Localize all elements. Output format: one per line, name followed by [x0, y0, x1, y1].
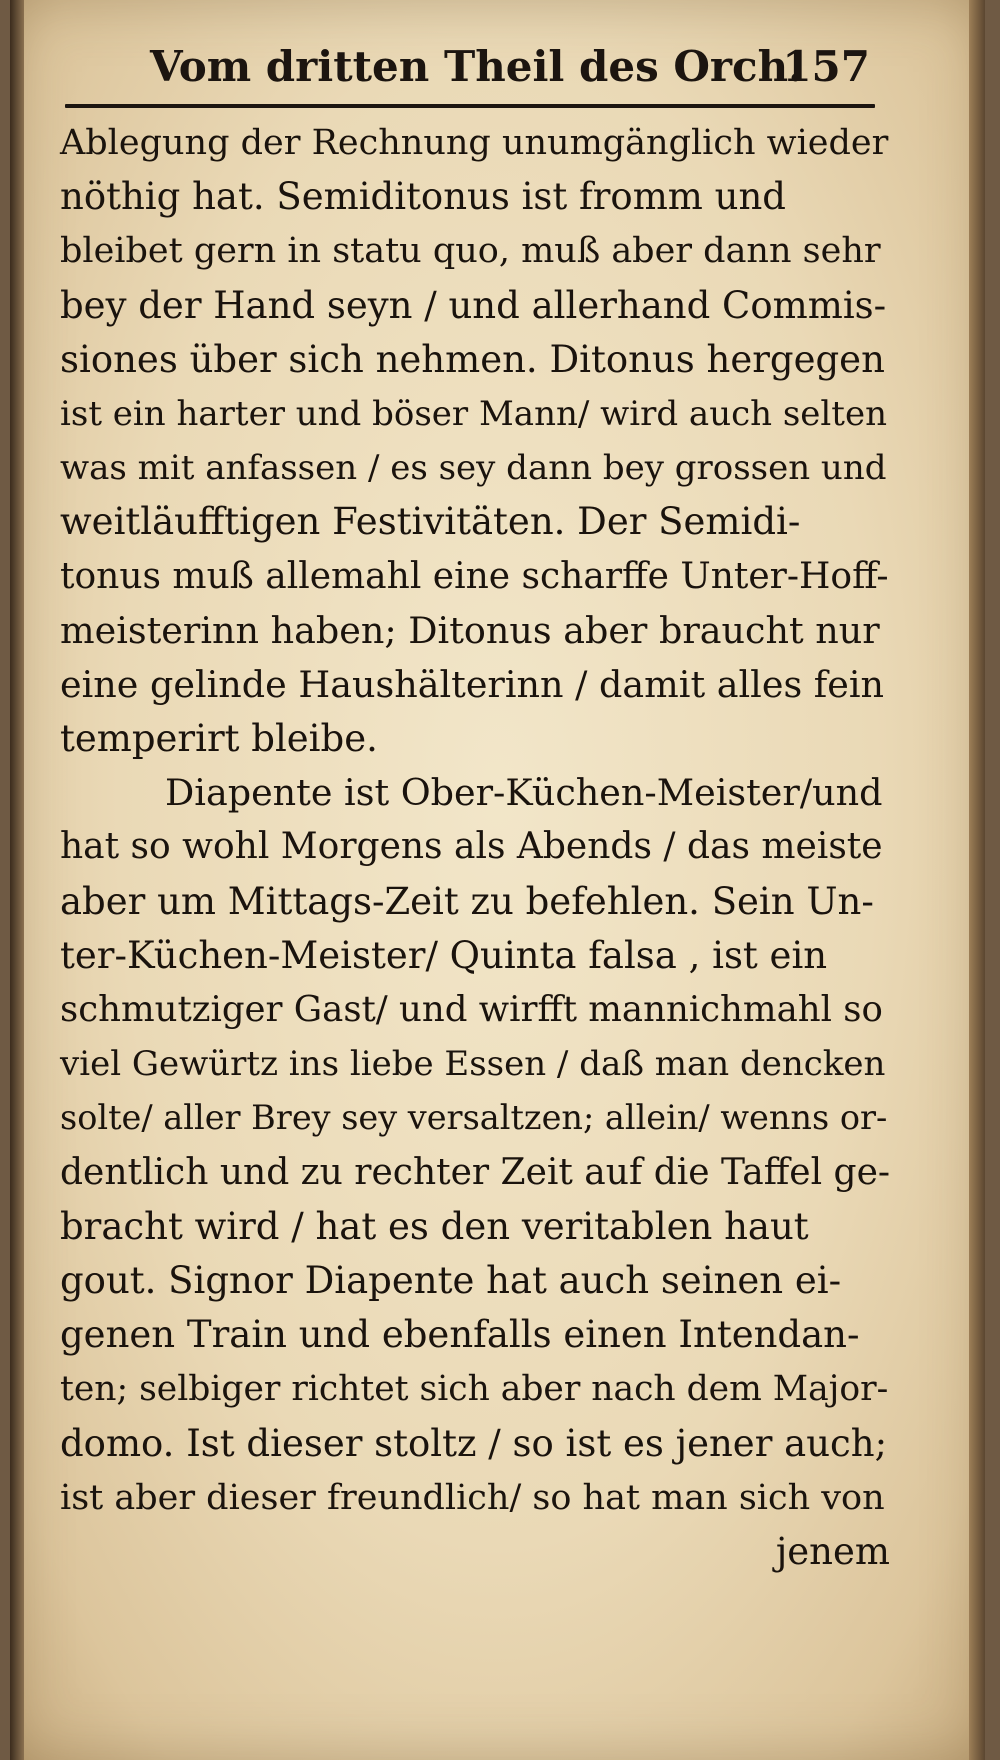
text-line: siones über sich nehmen. Ditonus hergegen — [60, 337, 885, 381]
text-line: dentlich und zu rechter Zeit auf die Taffel ge- — [60, 1151, 891, 1193]
catchword: jenem — [775, 1529, 890, 1573]
text-line: viel Gewürtz ins liebe Essen / daß man dencken — [60, 1044, 886, 1085]
text-line: nöthig hat. Semiditonus ist fromm und — [60, 175, 786, 219]
text-line: eine gelinde Haushälterinn / damit alles fein — [60, 662, 885, 706]
page-gutter-edge — [10, 0, 24, 1760]
text-line: gout. Signor Diapente hat auch seinen ei- — [60, 1258, 842, 1302]
text-line: domo. Ist dieser stoltz / so ist es jener auch; — [60, 1421, 888, 1465]
text-line: hat so wohl Morgens als Abends / das meiste — [60, 826, 883, 868]
body-text — [60, 116, 890, 1579]
text-line: Ablegung der Rechnung unumgänglich wieder — [60, 123, 889, 163]
text-line: ist ein harter und böser Mann/ wird auch selten — [60, 393, 887, 434]
page-fore-edge — [969, 0, 985, 1760]
paragraph-start-line: Diapente ist Ober-Küchen-Meister/und — [165, 771, 883, 815]
text-line: bleibet gern in statu quo, muß aber dann sehr — [60, 231, 881, 272]
text-line: bey der Hand seyn / und allerhand Commis- — [60, 283, 887, 327]
text-line: temperirt bleibe. — [60, 717, 378, 761]
text-line: meisterinn haben; Ditonus aber braucht nur — [60, 608, 880, 652]
text-line: schmutziger Gast/ und wirfft mannichmahl so — [60, 989, 883, 1030]
text-line: ter-Küchen-Meister/ Quinta falsa , ist ein — [60, 933, 828, 977]
text-line: tonus muß allemahl eine scharffe Unter-Hoff- — [60, 555, 889, 597]
header-rule — [65, 104, 875, 108]
text-line: genen Train und ebenfalls einen Intendan- — [60, 1313, 860, 1357]
text-line: aber um Mittags-Zeit zu befehlen. Sein Un- — [60, 879, 874, 923]
text-line: weitläufftigen Festivitäten. Der Semidi- — [60, 500, 801, 544]
text-line: solte/ aller Brey sey versaltzen; allein/ wenns or- — [60, 1098, 888, 1138]
text-line: ten; selbiger richtet sich aber nach dem Major- — [60, 1369, 889, 1410]
text-line: was mit anfassen / es sey dann bey grossen und — [60, 448, 887, 489]
text-line: bracht wird / hat es den veritablen haut — [60, 1204, 809, 1248]
page-number: 157 — [782, 42, 870, 91]
page-header — [150, 42, 890, 104]
text-line: ist aber dieser freundlich/ so hat man sich von — [60, 1477, 885, 1518]
running-title: Vom dritten Theil des Orch. — [150, 42, 803, 91]
